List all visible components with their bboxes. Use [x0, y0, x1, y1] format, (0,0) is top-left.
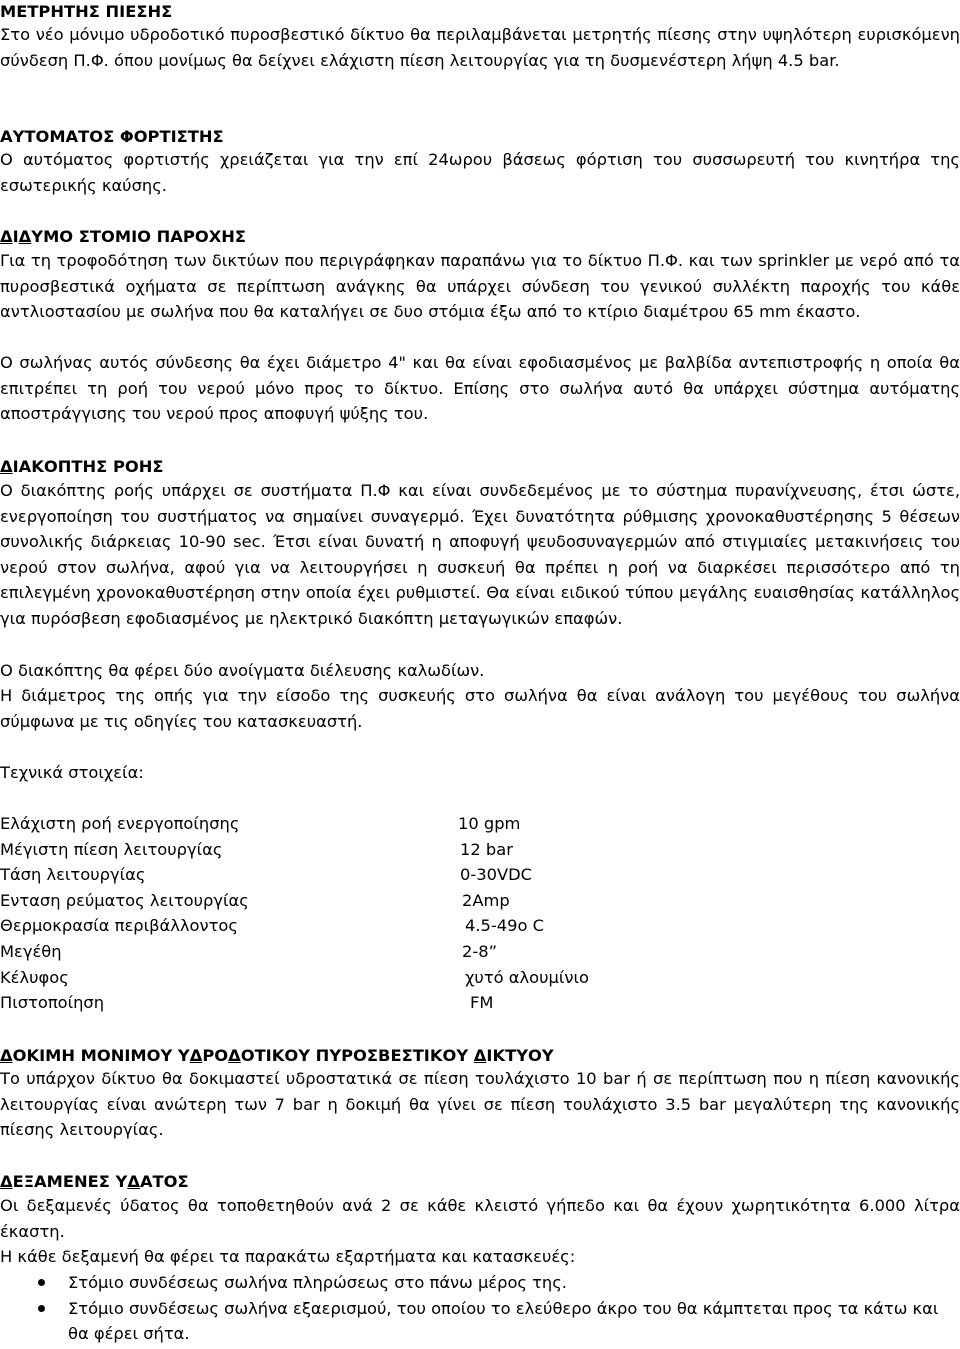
spec-value: FM	[470, 993, 494, 1013]
spec-row	[0, 913, 700, 939]
paragraph-flow-switch-diameter: Η διάμετρος της οπής για την είσοδο της συσκευής στο σωλήνα θα είναι ανάλογη του μεγέθους του σωλήνα σύμφωνα με τις οδηγίες του κατασκευαστή.	[0, 686, 960, 731]
paragraph-twin-inlet-pipe: Ο σωλήνας αυτός σύνδεσης θα έχει διάμετρο 4" και θα είναι εφοδιασμένος με βαλβίδα αντεπιστροφής η οποία θα επιτρέπει τη ροή του νερού μόνο προς το δίκτυο. Επίσης στο σωλήνα αυτό θα υπάρχει σύστημα αυτόματης αποστράγγισης του νερού προς αποφυγή ψύξης του.	[0, 353, 960, 424]
spec-label: Μεγέθη	[0, 941, 62, 961]
spec-row	[0, 837, 700, 863]
spec-label: Μέγιστη πίεση λειτουργίας	[0, 839, 223, 859]
paragraph-pressure-gauge: Στο νέο μόνιμο υδροδοτικό πυροσβεστικό δίκτυο θα περιλαμβάνεται μετρητής πίεσης στην υψηλότερη ευρισκόμενη σύνδεση Π.Φ. όπου μονίμως θα δείχνει ελάχιστη πίεση λειτουργίας για τη δυσμενέστερη λήψη 4.5 bar.	[0, 25, 960, 70]
spec-label: Ενταση ρεύματος λειτουργίας	[0, 890, 249, 910]
heading-network-test: ΔΟΚΙΜΗ ΜΟΝΙΜΟΥ ΥΔΡΟΔΟΤΙΚΟΥ ΠΥΡΟΣΒΕΣΤΙΚΟΥ ΔΙΚΤΥΟΥ	[0, 1046, 554, 1065]
spec-value: 10 gpm	[458, 814, 521, 833]
bullet-icon	[38, 1279, 45, 1286]
spec-row	[0, 939, 700, 965]
heading-twin-inlet: ΔΙΔΥΜΟ ΣΤΟΜΙΟ ΠΑΡΟΧΗΣ	[0, 227, 247, 246]
paragraph-network-test: Το υπάρχον δίκτυο θα δοκιμαστεί υδροστατικά σε πίεση τουλάχιστο 10 bar ή σε περίπτωση που η πίεση κανονικής λειτουργίας είναι ανώτερη των 7 bar η δοκιμή θα γίνει σε πίεση τουλάχιστο 3.5 bar μεγαλύτερη της κανονικής πίεσης λειτουργίας.	[0, 1069, 960, 1140]
spec-label: Τάση λειτουργίας	[0, 865, 146, 885]
spec-value: 2Amp	[462, 890, 510, 910]
paragraph-water-tanks: Οι δεξαμενές ύδατος θα τοποθετηθούν ανά 2 σε κάθε κλειστό γήπεδο και θα έχουν χωρητικότητα 6.000 λίτρα έκαστη.	[0, 1196, 960, 1241]
bullet-icon	[38, 1305, 45, 1312]
paragraph-twin-inlet: Για τη τροφοδότηση των δικτύων που περιγράφηκαν παραπάνω για το δίκτυο Π.Φ. και των sprinkler με νερό από τα πυροσβεστικά οχήματα σε περίπτωση ανάγκης θα υπάρχει σύνδεση του γενικού συλλέκτη παροχής του κάθε αντλιοστασίου με σωλήνα που θα καταλήγει σε δυο στόμια έξω από το κτίριο διαμέτρου 65 mm έκαστο.	[0, 251, 960, 322]
tank-fittings-list	[0, 1270, 960, 1347]
paragraph-flow-switch: Ο διακόπτης ροής υπάρχει σε συστήματα Π.Φ και είναι συνδεδεμένος με το σύστημα πυρανίχνευσης, έτσι ώστε, ενεργοποίηση του συστήματος να σημαίνει συναγερμό. Έχει δυνατότητα ρύθμισης χρονοκαθυστέρησης 5 θέσεων συνολικής διάρκειας 10-90 sec. Έτσι είναι δυνατή η αποφυγή ψευδοσυναγερμών από στιγμιαίες μετακινήσεις του νερού στον σωλήνα, αφού για να λειτουργήσει η συσκευή θα πρέπει η ροή να διαρκέσει περισσότερο από τη επιλεγμένη χρονοκαθυστέρηση στην οποία έχει ρυθμιστεί. Θα είναι ειδικού τύπου μεγάλης ευαισθησίας κατάλληλος για πυρόσβεση εφοδιασμένος με ηλεκτρικό διακόπτη μεταγωγικών επαφών.	[0, 481, 960, 628]
spec-value: 2-8”	[462, 941, 498, 961]
spec-row	[0, 811, 700, 837]
heading-auto-charger: ΑΥΤΟΜΑΤΟΣ ΦΟΡΤΙΣΤΗΣ	[0, 127, 224, 146]
specs-table	[0, 811, 700, 1016]
spec-row	[0, 862, 700, 888]
heading-water-tanks: ΔΕΞΑΜΕΝΕΣ ΥΔΑΤΟΣ	[0, 1172, 189, 1191]
list-item-text: Στόμιο συνδέσεως σωλήνα εξαερισμού, του οποίου το ελεύθερο άκρο του θα κάμπτεται προς τα κάτω και θα φέρει σήτα.	[68, 1298, 939, 1344]
spec-value: 12 bar	[460, 839, 513, 859]
spec-row	[0, 965, 700, 991]
spec-value: 0-30VDC	[460, 865, 532, 885]
list-item	[0, 1296, 960, 1347]
list-item	[0, 1270, 960, 1296]
spec-label: Πιστοποίηση	[0, 993, 105, 1013]
spec-label: Κέλυφος	[0, 967, 69, 987]
spec-value: 4.5-49o C	[465, 916, 544, 936]
paragraph-flow-switch-cables: Ο διακόπτης θα φέρει δύο ανοίγματα διέλευσης καλωδίων.	[0, 661, 485, 680]
list-item-text: Στόμιο συνδέσεως σωλήνα πληρώσεως στο πάνω μέρος της.	[68, 1273, 567, 1292]
spec-value: χυτό αλουμίνιο	[465, 967, 589, 987]
spec-label: Θερμοκρασία περιβάλλοντος	[0, 916, 238, 936]
spec-row	[0, 888, 700, 914]
heading-pressure-gauge: ΜΕΤΡΗΤΗΣ ΠΙΕΣΗΣ	[0, 2, 173, 21]
heading-flow-switch: ΔΙΑΚΟΠΤΗΣ ΡΟΗΣ	[0, 457, 164, 476]
spec-row	[0, 990, 700, 1016]
paragraph-water-tanks-fittings: Η κάθε δεξαμενή θα φέρει τα παρακάτω εξαρτήματα και κατασκευές:	[0, 1247, 576, 1266]
specs-title: Τεχνικά στοιχεία:	[0, 763, 144, 782]
spec-label: Ελάχιστη ροή ενεργοποίησης	[0, 814, 240, 833]
paragraph-auto-charger: Ο αυτόματος φορτιστής χρειάζεται για την επί 24ωρου βάσεως φόρτιση του συσσωρευτή του κινητήρα της εσωτερικής καύσης.	[0, 150, 960, 195]
